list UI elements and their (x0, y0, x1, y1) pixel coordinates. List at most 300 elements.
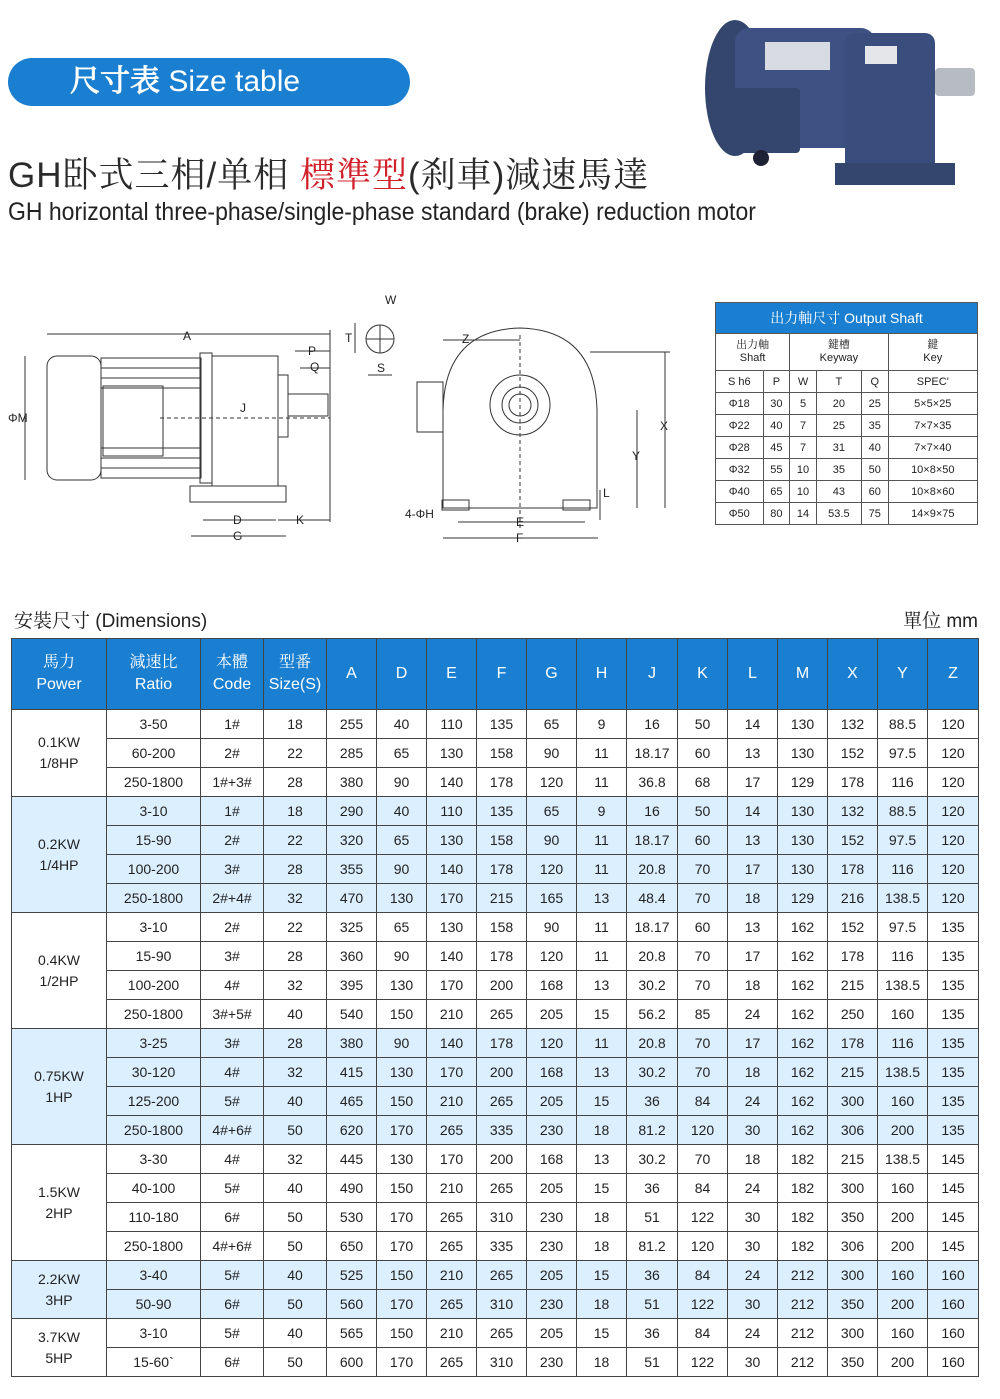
table-cell: 4# (201, 1058, 264, 1087)
title-prefix: GH卧式三相/单相 (8, 156, 300, 195)
table-cell: 70 (678, 942, 728, 971)
shaft-row (716, 459, 978, 481)
power-value: 1/8HP (39, 755, 79, 771)
table-cell: 100-200 (107, 855, 201, 884)
header-zh: 減速比 (129, 654, 178, 671)
power-cell (12, 1261, 107, 1319)
table-cell: 28 (264, 942, 327, 971)
table-cell: 51 (627, 1203, 678, 1232)
table-cell: 130 (778, 826, 828, 855)
front-view (417, 328, 670, 538)
column-header (728, 639, 778, 710)
table-cell: 120 (928, 710, 979, 739)
table-cell: 395 (327, 971, 377, 1000)
table-row (12, 1203, 979, 1232)
table-cell: 11 (577, 855, 627, 884)
table-cell: 90 (377, 855, 427, 884)
table-cell: 1# (201, 710, 264, 739)
table-cell: 145 (928, 1145, 979, 1174)
table-cell: 265 (477, 1261, 527, 1290)
table-cell: 30.2 (627, 971, 678, 1000)
table-cell: 70 (678, 971, 728, 1000)
column-header (107, 639, 201, 710)
table-cell: 13 (577, 1058, 627, 1087)
label-M: ΦM (8, 411, 28, 425)
table-cell: 138.5 (878, 884, 928, 913)
table-cell: 162 (778, 1000, 828, 1029)
table-cell: 3# (201, 1029, 264, 1058)
shaft-cell: 35 (861, 415, 888, 437)
table-cell: 150 (377, 1174, 427, 1203)
table-cell: 110-180 (107, 1203, 201, 1232)
table-cell: 135 (928, 971, 979, 1000)
table-cell: 65 (377, 739, 427, 768)
label-E: E (516, 515, 525, 529)
table-cell: 200 (878, 1232, 928, 1261)
table-cell: 152 (828, 826, 878, 855)
shaft-cell: 40 (763, 415, 790, 437)
table-cell: 30.2 (627, 1145, 678, 1174)
table-cell: 145 (928, 1174, 979, 1203)
table-cell: 415 (327, 1058, 377, 1087)
table-row (12, 768, 979, 797)
shaft-row (716, 481, 978, 503)
table-cell: 540 (327, 1000, 377, 1029)
table-row (12, 971, 979, 1000)
header-en: L (748, 665, 757, 682)
table-cell: 600 (327, 1348, 377, 1377)
column-header (878, 639, 928, 710)
shaft-cell: 7×7×40 (888, 437, 977, 459)
table-cell: 5# (201, 1261, 264, 1290)
table-cell: 306 (828, 1116, 878, 1145)
table-cell: 17 (728, 942, 778, 971)
table-cell: 132 (828, 797, 878, 826)
table-cell: 15 (577, 1261, 627, 1290)
power-value: 1/2HP (39, 972, 79, 989)
power-cell (12, 1319, 107, 1377)
label-T: T (345, 331, 353, 345)
table-cell: 22 (264, 826, 327, 855)
table-cell: 3-40 (107, 1261, 201, 1290)
table-cell: 36 (627, 1261, 678, 1290)
table-cell: 9 (577, 710, 627, 739)
table-cell: 160 (878, 1087, 928, 1116)
table-cell: 130 (778, 855, 828, 884)
table-cell: 28 (264, 768, 327, 797)
table-cell: 162 (778, 913, 828, 942)
table-cell: 3-10 (107, 797, 201, 826)
table-cell: 212 (778, 1261, 828, 1290)
table-cell: 120 (527, 1029, 577, 1058)
table-cell: 212 (778, 1348, 828, 1377)
column-header (527, 639, 577, 710)
table-row (12, 1116, 979, 1145)
shaft-section (355, 323, 394, 375)
table-cell: 200 (477, 1058, 527, 1087)
table-cell: 525 (327, 1261, 377, 1290)
group-shaft (716, 334, 790, 371)
table-cell: 360 (327, 942, 377, 971)
table-cell: 178 (828, 942, 878, 971)
shaft-row (716, 437, 978, 459)
header-en: E (446, 665, 457, 682)
table-cell: 160 (928, 1348, 979, 1377)
power-value: 3HP (45, 1291, 73, 1308)
header-en: M (795, 665, 810, 682)
table-row (12, 884, 979, 913)
table-cell: 24 (728, 1000, 778, 1029)
banner-zh: 尺寸表 (70, 65, 160, 98)
table-cell: 135 (928, 913, 979, 942)
shaft-cell: 25 (861, 393, 888, 415)
table-cell: 18 (728, 1058, 778, 1087)
table-cell: 70 (678, 1145, 728, 1174)
table-cell: 135 (928, 942, 979, 971)
table-cell: 129 (778, 884, 828, 913)
table-cell: 125-200 (107, 1087, 201, 1116)
table-cell: 3# (201, 942, 264, 971)
dimensions-title: 安裝尺寸 (Dimensions) (14, 611, 208, 632)
header-en: F (496, 665, 507, 682)
table-cell: 5# (201, 1174, 264, 1203)
banner-en: Size table (168, 65, 301, 98)
power-cell (12, 913, 107, 1029)
power-value: 3.7KW (37, 1328, 80, 1345)
table-cell: 120 (527, 768, 577, 797)
table-cell: 40 (264, 1319, 327, 1348)
table-cell: 18 (577, 1348, 627, 1377)
table-cell: 24 (728, 1319, 778, 1348)
page-title-en: GH horizontal three-phase/single-phase standard (brake) reduction motor (8, 198, 756, 226)
power-value: 2HP (45, 1204, 73, 1221)
label-J: J (240, 401, 246, 415)
table-cell: 65 (377, 826, 427, 855)
table-cell: 212 (778, 1290, 828, 1319)
table-row (12, 1058, 979, 1087)
table-cell: 135 (928, 1087, 979, 1116)
table-cell: 20.8 (627, 855, 678, 884)
shaft-cell: 31 (816, 437, 861, 459)
shaft-cell: Φ50 (716, 503, 764, 525)
table-cell: 11 (577, 942, 627, 971)
table-cell: 3-10 (107, 1319, 201, 1348)
column-header (477, 639, 527, 710)
table-cell: 4# (201, 1145, 264, 1174)
table-cell: 162 (778, 1087, 828, 1116)
table-cell: 160 (928, 1290, 979, 1319)
table-cell: 18 (264, 710, 327, 739)
table-cell: 265 (427, 1290, 477, 1319)
shaft-cell: 5 (790, 393, 817, 415)
shaft-cell: 20 (816, 393, 861, 415)
column-header (678, 639, 728, 710)
table-cell: 265 (477, 1174, 527, 1203)
table-cell: 130 (778, 710, 828, 739)
table-cell: 445 (327, 1145, 377, 1174)
table-cell: 152 (828, 739, 878, 768)
table-cell: 6# (201, 1290, 264, 1319)
table-cell: 205 (527, 1087, 577, 1116)
table-cell: 116 (878, 1029, 928, 1058)
power-value: 0.2KW (37, 835, 80, 852)
table-cell: 28 (264, 855, 327, 884)
table-row (12, 1145, 979, 1174)
column-header (327, 639, 377, 710)
table-cell: 50 (264, 1116, 327, 1145)
table-cell: 215 (828, 1145, 878, 1174)
table-cell: 210 (427, 1000, 477, 1029)
table-cell: 18 (577, 1116, 627, 1145)
table-cell: 51 (627, 1290, 678, 1319)
table-cell: 130 (377, 1145, 427, 1174)
table-cell: 162 (778, 1058, 828, 1087)
table-row (12, 1348, 979, 1377)
table-cell: 50 (678, 710, 728, 739)
table-cell: 170 (427, 1145, 477, 1174)
table-cell: 178 (828, 768, 878, 797)
header-en: Power (36, 676, 82, 693)
table-cell: 17 (728, 855, 778, 884)
table-cell: 212 (778, 1319, 828, 1348)
table-cell: 300 (828, 1319, 878, 1348)
header-en: X (847, 665, 858, 682)
table-cell: 32 (264, 971, 327, 1000)
table-cell: 13 (728, 913, 778, 942)
table-cell: 160 (878, 1174, 928, 1203)
shaft-cell: 10×8×50 (888, 459, 977, 481)
shaft-column-header: W (790, 371, 817, 393)
table-cell: 15 (577, 1000, 627, 1029)
shaft-cell: Φ40 (716, 481, 764, 503)
column-header (828, 639, 878, 710)
table-cell: 130 (427, 913, 477, 942)
table-cell: 120 (527, 855, 577, 884)
table-cell: 51 (627, 1348, 678, 1377)
table-cell: 470 (327, 884, 377, 913)
header-en: G (545, 665, 558, 682)
table-cell: 200 (878, 1290, 928, 1319)
table-cell: 215 (828, 971, 878, 1000)
table-cell: 18 (728, 884, 778, 913)
table-cell: 30-120 (107, 1058, 201, 1087)
table-cell: 122 (678, 1203, 728, 1232)
table-cell: 40 (264, 1261, 327, 1290)
table-cell: 70 (678, 855, 728, 884)
table-cell: 85 (678, 1000, 728, 1029)
table-cell: 230 (527, 1290, 577, 1319)
table-cell: 355 (327, 855, 377, 884)
table-cell: 16 (627, 710, 678, 739)
table-cell: 36 (627, 1087, 678, 1116)
table-cell: 70 (678, 884, 728, 913)
table-cell: 70 (678, 1058, 728, 1087)
table-cell: 18 (728, 1145, 778, 1174)
table-row (12, 826, 979, 855)
label-K: K (296, 513, 305, 527)
shaft-column-header: P (763, 371, 790, 393)
table-cell: 152 (828, 913, 878, 942)
shaft-cell: 65 (763, 481, 790, 503)
table-cell: 6# (201, 1348, 264, 1377)
table-cell: 210 (427, 1174, 477, 1203)
table-cell: 88.5 (878, 710, 928, 739)
table-cell: 24 (728, 1261, 778, 1290)
table-cell: 138.5 (878, 1145, 928, 1174)
group-zh: 鍵槽 (827, 339, 850, 351)
table-cell: 160 (928, 1319, 979, 1348)
shaft-cell: Φ18 (716, 393, 764, 415)
table-cell: 30 (728, 1203, 778, 1232)
table-cell: 4#+6# (201, 1232, 264, 1261)
table-cell: 230 (527, 1203, 577, 1232)
shaft-cell: 35 (816, 459, 861, 481)
table-cell: 36.8 (627, 768, 678, 797)
table-cell: 84 (678, 1261, 728, 1290)
table-cell: 36 (627, 1319, 678, 1348)
shaft-cell: 50 (861, 459, 888, 481)
table-cell: 140 (427, 1029, 477, 1058)
column-header (928, 639, 979, 710)
header-en: Code (212, 676, 252, 693)
table-cell: 2# (201, 739, 264, 768)
column-header (577, 639, 627, 710)
shaft-cell: 43 (816, 481, 861, 503)
table-cell: 150 (377, 1087, 427, 1116)
table-cell: 18.17 (627, 739, 678, 768)
label-A: A (183, 329, 192, 343)
table-cell: 13 (728, 826, 778, 855)
table-cell: 81.2 (627, 1116, 678, 1145)
column-header (12, 639, 107, 710)
table-cell: 17 (728, 768, 778, 797)
table-cell: 13 (577, 971, 627, 1000)
table-cell: 200 (878, 1348, 928, 1377)
shaft-column-header: S h6 (716, 371, 764, 393)
label-P: P (308, 344, 317, 358)
table-cell: 490 (327, 1174, 377, 1203)
side-view (25, 330, 330, 536)
table-cell: 160 (878, 1319, 928, 1348)
table-cell: 97.5 (878, 826, 928, 855)
title-red: 標準型 (299, 156, 408, 195)
table-cell: 15 (577, 1319, 627, 1348)
table-cell: 13 (728, 739, 778, 768)
label-X: X (660, 419, 669, 433)
power-cell (12, 1145, 107, 1261)
table-cell: 265 (427, 1116, 477, 1145)
table-cell: 60 (678, 913, 728, 942)
table-cell: 60-200 (107, 739, 201, 768)
table-row (12, 1232, 979, 1261)
power-value: 1HP (45, 1088, 73, 1105)
shaft-cell: 14 (790, 503, 817, 525)
group-key (888, 334, 977, 371)
table-cell: 132 (828, 710, 878, 739)
label-H: 4-ΦH (405, 507, 434, 521)
table-cell: 210 (427, 1261, 477, 1290)
table-cell: 140 (427, 942, 477, 971)
table-cell: 30 (728, 1290, 778, 1319)
label-Z: Z (462, 332, 470, 346)
table-cell: 3-25 (107, 1029, 201, 1058)
table-cell: 130 (377, 1058, 427, 1087)
table-cell: 290 (327, 797, 377, 826)
table-cell: 20.8 (627, 942, 678, 971)
table-cell: 265 (477, 1000, 527, 1029)
table-cell: 24 (728, 1174, 778, 1203)
table-cell: 620 (327, 1116, 377, 1145)
table-cell: 36 (627, 1174, 678, 1203)
table-cell: 135 (477, 797, 527, 826)
column-header (264, 639, 327, 710)
table-cell: 265 (427, 1232, 477, 1261)
table-cell: 145 (928, 1203, 979, 1232)
table-cell: 306 (828, 1232, 878, 1261)
table-cell: 30 (728, 1348, 778, 1377)
table-cell: 135 (928, 1116, 979, 1145)
table-cell: 300 (828, 1087, 878, 1116)
shaft-cell: 5×5×25 (888, 393, 977, 415)
table-cell: 162 (778, 942, 828, 971)
label-L: L (603, 486, 610, 500)
table-cell: 130 (427, 826, 477, 855)
table-cell: 215 (828, 1058, 878, 1087)
power-value: 0.4KW (37, 951, 80, 968)
table-cell: 162 (778, 1029, 828, 1058)
table-cell: 170 (427, 971, 477, 1000)
table-cell: 230 (527, 1232, 577, 1261)
table-cell: 9 (577, 797, 627, 826)
shaft-cell: 30 (763, 393, 790, 415)
group-zh: 出力軸 (736, 339, 770, 351)
header-zh: 馬力 (42, 654, 75, 671)
header-en: A (346, 665, 357, 682)
table-cell: 168 (527, 1145, 577, 1174)
header-en: Y (897, 665, 908, 682)
table-cell: 182 (778, 1145, 828, 1174)
table-cell: 116 (878, 855, 928, 884)
table-cell: 32 (264, 1145, 327, 1174)
header-en: Size(S) (268, 676, 322, 693)
table-row (12, 739, 979, 768)
table-cell: 120 (678, 1116, 728, 1145)
header-en: D (395, 665, 408, 682)
table-cell: 3#+5# (201, 1000, 264, 1029)
table-cell: 50 (264, 1348, 327, 1377)
title-suffix: (刹車)減速馬達 (407, 156, 650, 195)
label-D: D (233, 513, 242, 527)
table-cell: 310 (477, 1290, 527, 1319)
table-cell: 210 (427, 1087, 477, 1116)
shaft-cell: 60 (861, 481, 888, 503)
table-cell: 170 (427, 1058, 477, 1087)
table-row (12, 1087, 979, 1116)
table-cell: 5# (201, 1087, 264, 1116)
table-cell: 138.5 (878, 1058, 928, 1087)
shaft-column-header: T (816, 371, 861, 393)
table-cell: 130 (427, 739, 477, 768)
table-cell: 30 (728, 1232, 778, 1261)
table-cell: 150 (377, 1319, 427, 1348)
table-cell: 205 (527, 1174, 577, 1203)
table-cell: 56.2 (627, 1000, 678, 1029)
table-cell: 250-1800 (107, 768, 201, 797)
table-cell: 250-1800 (107, 1232, 201, 1261)
table-cell: 24 (728, 1087, 778, 1116)
table-cell: 40-100 (107, 1174, 201, 1203)
header-en: H (595, 665, 608, 682)
